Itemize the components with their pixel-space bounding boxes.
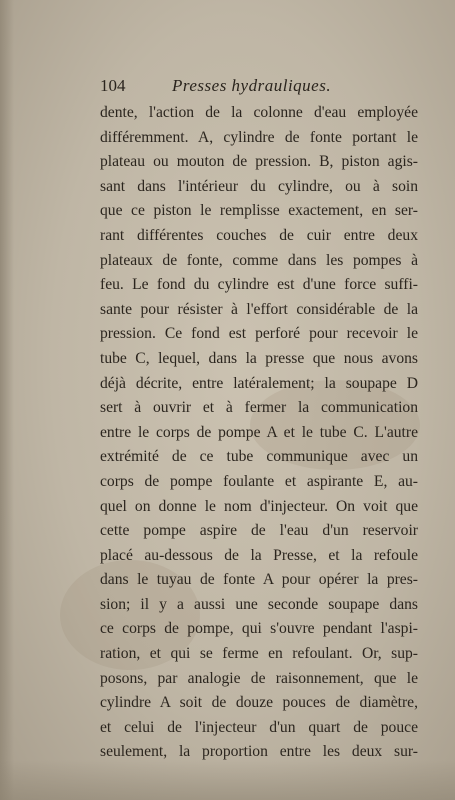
text-line: sion; il y a aussi une seconde soupape dans bbox=[100, 595, 418, 613]
text-line: seulement, la proportion entre les deux sur- bbox=[100, 743, 418, 761]
running-head: Presses hydrauliques. bbox=[172, 76, 332, 95]
text-line: sante pour résister à l'effort considérable de la bbox=[100, 300, 418, 318]
text-line: quel on donne le nom d'injecteur. On voit que bbox=[100, 497, 418, 515]
text-line: entre le corps de pompe A et le tube C. L'autre bbox=[100, 423, 418, 441]
text-line: posons, par analogie de raisonnement, que le bbox=[100, 669, 418, 687]
text-line: extrémité de ce tube communique avec un bbox=[100, 448, 418, 466]
text-line: tube C, lequel, dans la presse que nous avons bbox=[100, 349, 418, 367]
page-edge-shadow bbox=[0, 0, 14, 800]
text-line: feu. Le fond du cylindre est d'une force suffi- bbox=[100, 276, 418, 294]
body-text bbox=[100, 101, 418, 765]
text-line: placé au-dessous de la Presse, et la refoule bbox=[100, 546, 418, 564]
text-line: sant dans l'intérieur du cylindre, ou à soin bbox=[100, 177, 418, 195]
page-number: 104 bbox=[100, 76, 126, 95]
text-line: rant différentes couches de cuir entre deux bbox=[100, 226, 418, 244]
text-line: plateau ou mouton de pression. B, piston agis- bbox=[100, 153, 418, 171]
text-line: que ce piston le remplisse exactement, en ser- bbox=[100, 202, 418, 220]
text-line: cette pompe aspire de l'eau d'un reservoir bbox=[100, 522, 418, 540]
text-line: cylindre A soit de douze pouces de diamètre, bbox=[100, 694, 418, 712]
text-line: déjà décrite, entre latéralement; la soupape D bbox=[100, 374, 418, 392]
text-line: et celui de l'injecteur d'un quart de pouce bbox=[100, 718, 418, 736]
text-line: ration, et qui se ferme en refoulant. Or, sup- bbox=[100, 645, 418, 663]
text-line: plateaux de fonte, comme dans les pompes à bbox=[100, 251, 418, 269]
page-header bbox=[100, 74, 418, 98]
text-line: corps de pompe foulante et aspirante E, au- bbox=[100, 472, 418, 490]
text-line: dente, l'action de la colonne d'eau employée bbox=[100, 104, 418, 121]
text-line: sert à ouvrir et à fermer la communication bbox=[100, 399, 418, 417]
text-line: pression. Ce fond est perforé pour recevoir le bbox=[100, 325, 418, 343]
text-line: dans le tuyau de fonte A pour opérer la pres- bbox=[100, 571, 418, 589]
text-line: ce corps de pompe, qui s'ouvre pendant l'aspi- bbox=[100, 620, 418, 638]
text-line: différemment. A, cylindre de fonte portant le bbox=[100, 128, 418, 146]
page-edge-shadow bbox=[0, 760, 455, 800]
